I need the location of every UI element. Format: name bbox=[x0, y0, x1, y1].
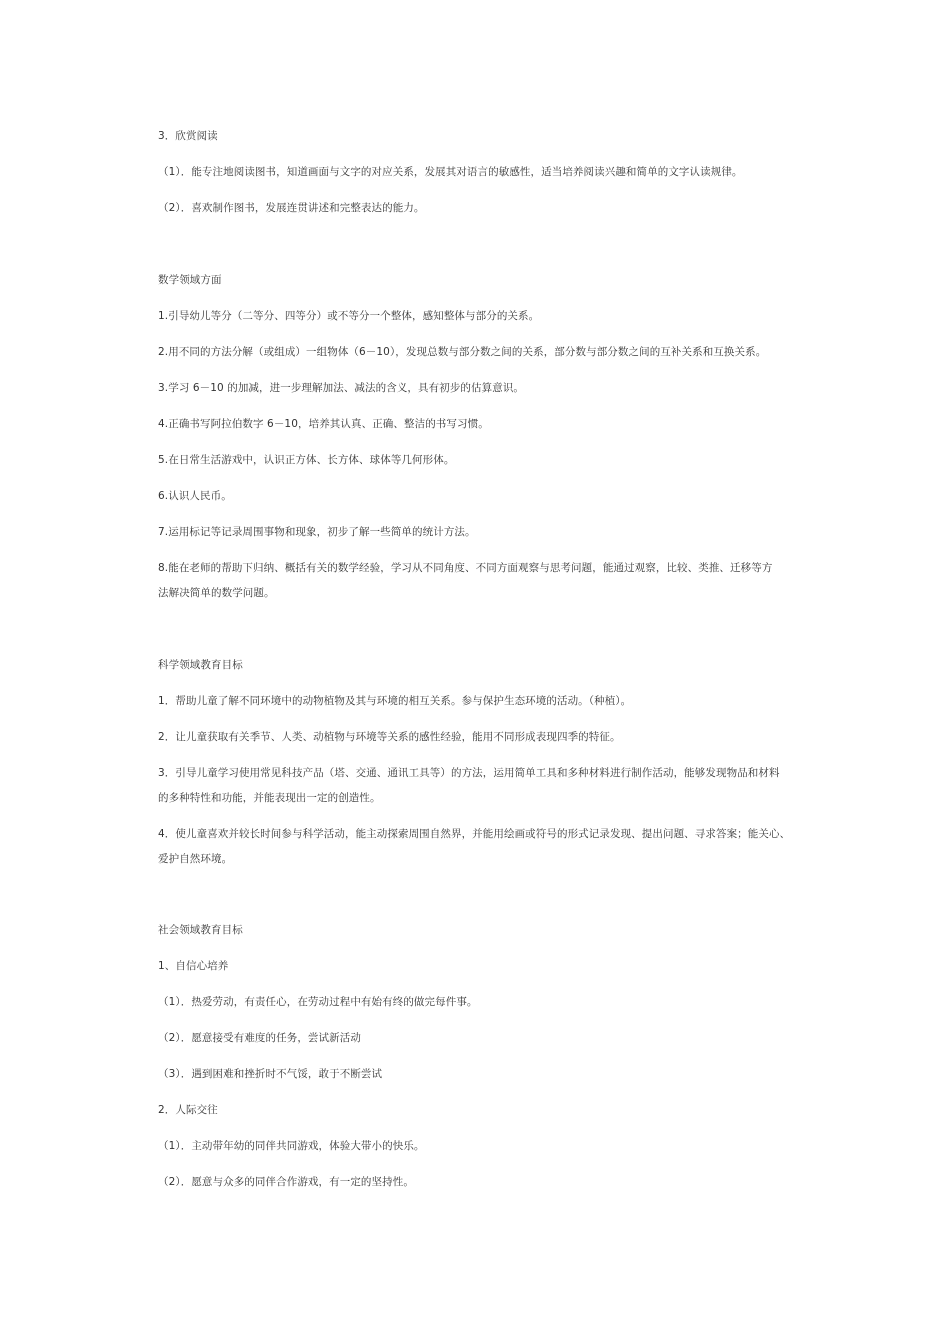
math-item: 3.学习 6－10 的加减，进一步理解加法、减法的含义，具有初步的估算意识。 bbox=[158, 382, 525, 394]
social-item: （1）．热爱劳动，有责任心，在劳动过程中有始有终的做完每件事。 bbox=[158, 996, 478, 1008]
science-heading: 科学领域教育目标 bbox=[158, 659, 243, 671]
math-item: 7.运用标记等记录周围事物和现象，初步了解一些简单的统计方法。 bbox=[158, 526, 476, 538]
social-subheading: 2．人际交往 bbox=[158, 1104, 218, 1116]
social-subheading: 1、自信心培养 bbox=[158, 960, 229, 972]
social-item: （2）．愿意与众多的同伴合作游戏，有一定的坚持性。 bbox=[158, 1176, 414, 1188]
math-item: 2.用不同的方法分解（或组成）一组物体（6－10），发现总数与部分数之间的关系，部分数与部分数之间的互补关系和互换关系。 bbox=[158, 346, 767, 358]
math-item: 1.引导幼儿等分（二等分、四等分）或不等分一个整体，感知整体与部分的关系。 bbox=[158, 310, 540, 322]
science-item-continuation: 的多种特性和功能，并能表现出一定的创造性。 bbox=[158, 792, 381, 804]
science-item: 4．使儿童喜欢并较长时间参与科学活动，能主动探索周围自然界，并能用绘画或符号的形式记录发现、提出问题、寻求答案；能关心、 bbox=[158, 828, 791, 840]
social-item: （2）．愿意接受有难度的任务，尝试新活动 bbox=[158, 1032, 361, 1044]
social-heading: 社会领域教育目标 bbox=[158, 924, 243, 936]
math-item: 5.在日常生活游戏中，认识正方体、长方体、球体等几何形体。 bbox=[158, 454, 455, 466]
math-item: 6.认识人民币。 bbox=[158, 490, 232, 502]
math-item-continuation: 法解决简单的数学问题。 bbox=[158, 587, 275, 599]
social-item: （3）．遇到困难和挫折时不气馁，敢于不断尝试 bbox=[158, 1068, 383, 1080]
science-item: 3．引导儿童学习使用常见科技产品（塔、交通、通讯工具等）的方法，运用简单工具和多种材料进行制作活动，能够发现物品和材料 bbox=[158, 767, 780, 779]
math-item: 8.能在老师的帮助下归纳、概括有关的数学经验，学习从不同角度、不同方面观察与思考问题，能通过观察，比较、类推、迁移等方 bbox=[158, 562, 773, 574]
science-item: 1．帮助儿童了解不同环境中的动物植物及其与环境的相互关系。参与保护生态环境的活动。（种植）。 bbox=[158, 695, 632, 707]
social-item: （1）．主动带年幼的同伴共同游戏，体验大带小的快乐。 bbox=[158, 1140, 425, 1152]
reading-heading: 3．欣赏阅读 bbox=[158, 130, 218, 142]
reading-item: （2）．喜欢制作图书，发展连贯讲述和完整表达的能力。 bbox=[158, 202, 425, 214]
math-item: 4.正确书写阿拉伯数字 6－10，培养其认真、正确、整洁的书写习惯。 bbox=[158, 418, 489, 430]
reading-item: （1）．能专注地阅读图书，知道画面与文字的对应关系，发展其对语言的敏感性，适当培养阅读兴趣和简单的文字认读规律。 bbox=[158, 166, 743, 178]
science-item: 2．让儿童获取有关季节、人类、动植物与环境等关系的感性经验，能用不同形成表现四季的特征。 bbox=[158, 731, 621, 743]
science-item-continuation: 爱护自然环境。 bbox=[158, 853, 233, 865]
math-heading: 数学领域方面 bbox=[158, 274, 222, 286]
